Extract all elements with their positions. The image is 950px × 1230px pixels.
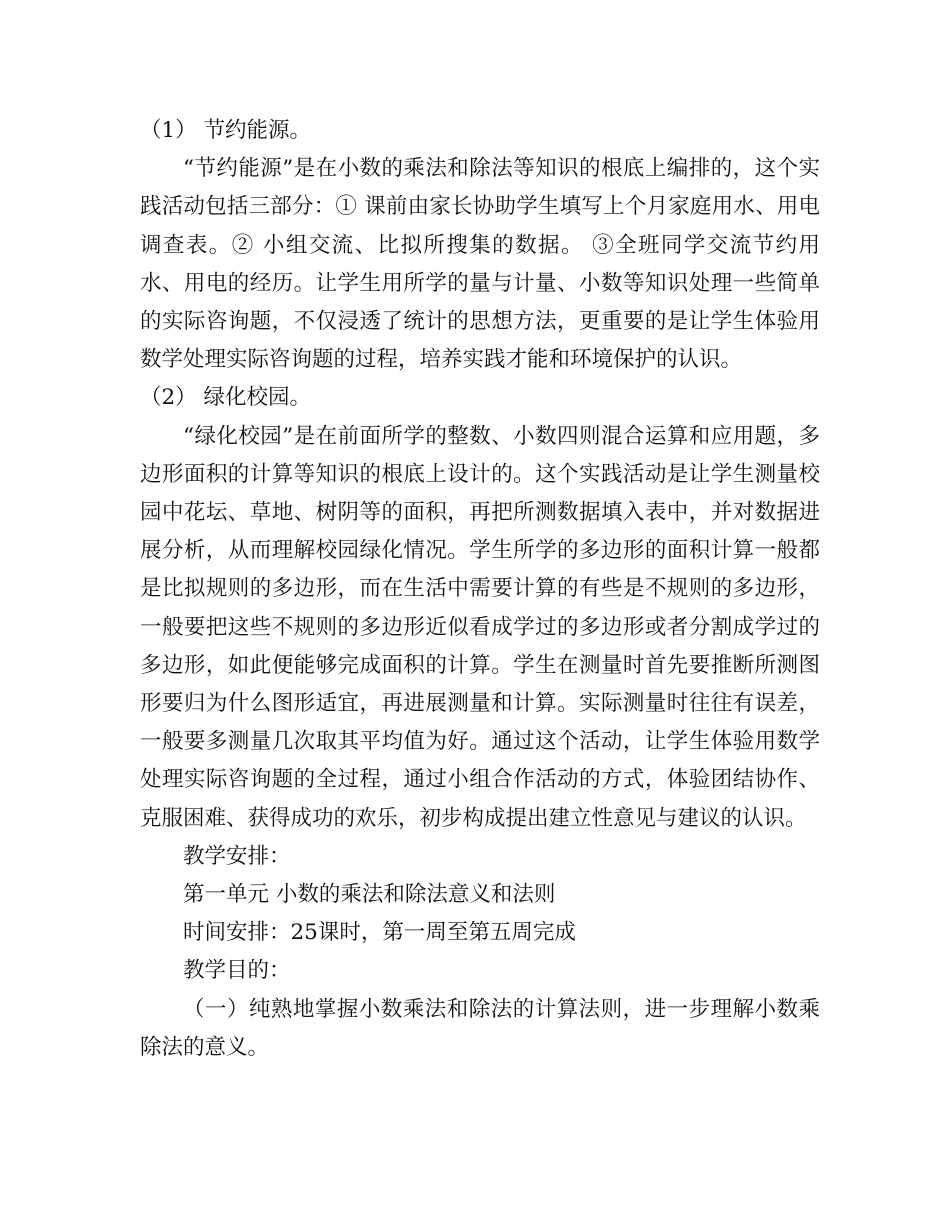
- time-schedule: 时间安排：25课时，第一周至第五周完成: [183, 920, 576, 946]
- paragraph-greening-campus: “绿化校园”是在前面所学的整数、小数四则混合运算和应用题，多边形面积的计算等知识的根底上设计的。这个实践活动是让学生测量校园中花坛、草地、树阴等的面积，再把所测数据填入表中，并对数据进展分析，从而理解校园绿化情况。学生所学的多边形的面积计算一般都是比拟规则的多边形，而在生活中需要计算的有些是不规则的多边形，一般要把这些不规则的多边形近似看成学过的多边形或者分割成学过的多边形，如此便能够完成面积的计算。学生在测量时首先要推断所测图形要归为什么图形适宜，再进展测量和计算。实际测量时往往有误差，一般要多测量几次取其平均值为好。通过这个活动，让学生体验用数学处理实际咨询题的全过程，通过小组合作活动的方式，体验团结协作、克服困难、获得成功的欢乐，初步构成提出建立性意见与建议的认识。: [140, 423, 820, 831]
- section-heading-2: （2） 绿化校园。: [140, 385, 312, 411]
- unit-title: 第一单元 小数的乘法和除法意义和法则: [183, 882, 556, 908]
- teaching-goals-label: 教学目的：: [183, 958, 291, 984]
- document-body: [140, 112, 820, 1067]
- teaching-plan-label: 教学安排：: [183, 843, 291, 869]
- paragraph-energy-saving: “节约能源”是在小数的乘法和除法等知识的根底上编排的，这个实践活动包括三部分：① 课前由家长协助学生填写上个月家庭用水、用电调查表。② 小组交流、比拟所搜集的数据。 ③全班同学交流节约用水、用电的经历。让学生用所学的量与计量、小数等知识处理一些简单的实际咨询题，不仅浸透了统计的思想方法，更重要的是让学生体验用数学处理实际咨询题的过程，培养实践才能和环境保护的认识。: [140, 156, 820, 373]
- section-heading-1: （1） 节约能源。: [140, 118, 312, 143]
- goal-item-1: （一）纯熟地掌握小数乘法和除法的计算法则，进一步理解小数乘除法的意义。: [140, 996, 820, 1060]
